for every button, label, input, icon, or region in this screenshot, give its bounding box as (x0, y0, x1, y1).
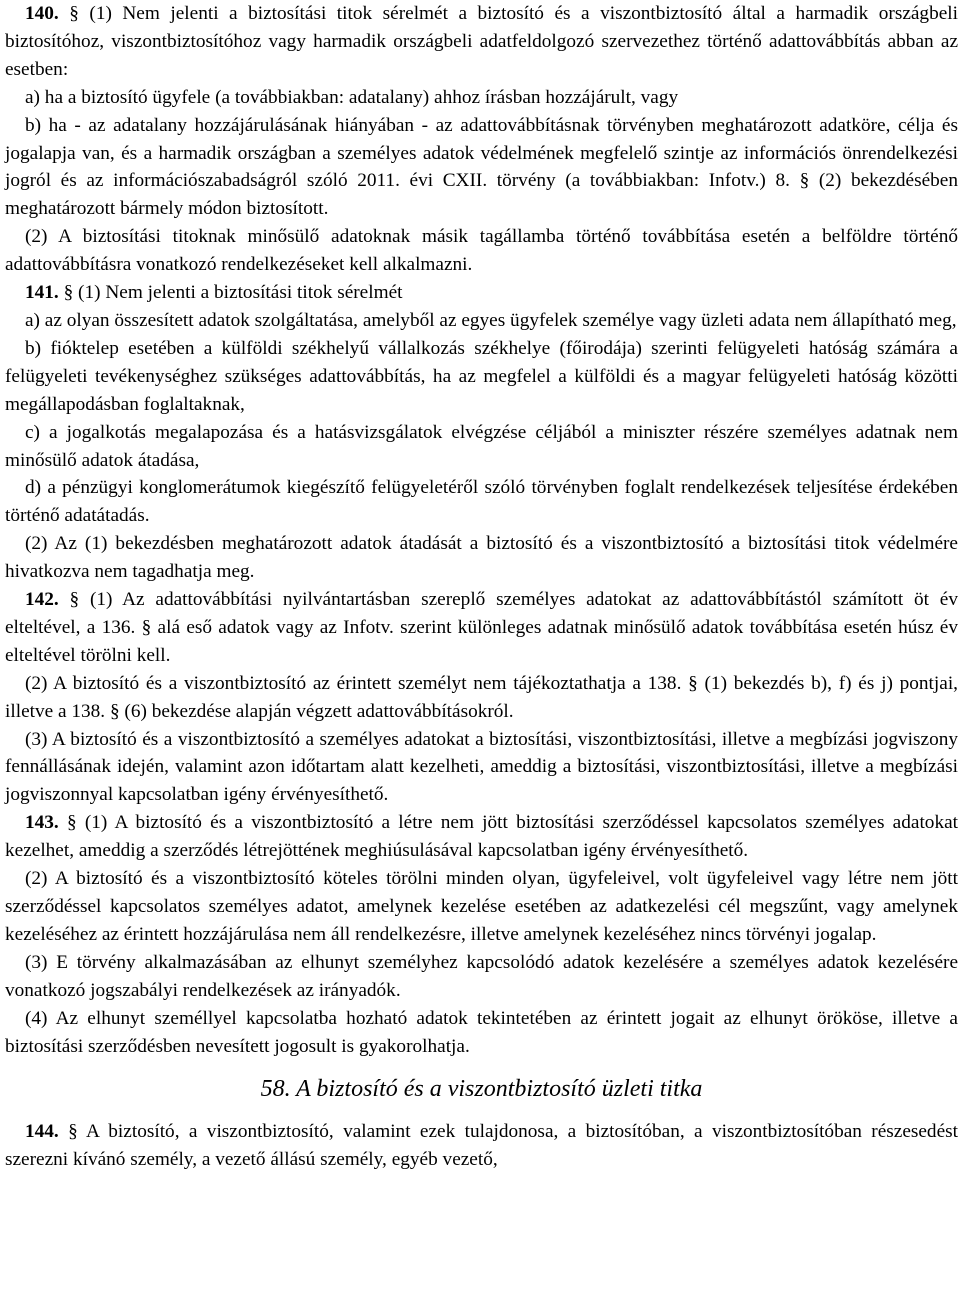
paragraph (5, 307, 958, 335)
paragraph (5, 223, 958, 279)
paragraph-144 (5, 1118, 958, 1174)
paragraph (5, 1005, 958, 1061)
paragraph-text: § (1) Nem jelenti a biztosítási titok sérelmét a biztosító és a viszontbiztosító által a harmadik országbeli biztosítóhoz, viszontbiztosítóhoz vagy harmadik országbeli adatfeldolgozó szervezethez történő adattovábbítás abban az esetben: (5, 3, 958, 80)
paragraph-text: a) ha a biztosító ügyfele (a továbbiakban: adatalany) ahhoz írásban hozzájárult, vagy (25, 86, 679, 108)
paragraph-text: (4) Az elhunyt személlyel kapcsolatba hozható adatok tekintetében az érintett jogait az elhunyt örököse, illetve a biztosítási szerződésben nevesített jogosult is gyakorolhatja. (5, 1007, 958, 1057)
paragraph (5, 419, 958, 475)
paragraph-text: (2) A biztosítási titoknak minősülő adatoknak másik tagállamba történő továbbítása esetén a belföldre történő adattovábbításra vonatkozó rendelkezéseket kell alkalmazni. (5, 226, 958, 276)
section-number: 144. (25, 1121, 59, 1143)
section-number: 142. (25, 589, 59, 611)
paragraph-text: § A biztosító, a viszontbiztosító, valamint ezek tulajdonosa, a biztosítóban, a viszontbiztosítóban részesedést szerezni kívánó személy, a vezető állású személy, egyéb vezető, (5, 1121, 958, 1171)
paragraph-text: (3) A biztosító és a viszontbiztosító a személyes adatokat a biztosítási, viszontbiztosítási, illetve a megbízási jogviszony fennállásának idején, valamint azon időtartam alatt kezelheti, ameddig a biztosítási, viszontbiztosítási, illetve a megbízási jogviszonnyal kapcsolatban igény érvényesíthető. (5, 728, 958, 806)
paragraph-text: d) a pénzügyi konglomerátumok kiegészítő felügyeletéről szóló törvényben foglalt rendelkezések teljesítése érdekében történő adatátadás. (5, 477, 958, 527)
paragraph (5, 586, 958, 670)
paragraph-list (5, 0, 958, 1060)
paragraph (5, 279, 958, 307)
paragraph-text: (2) A biztosító és a viszontbiztosító köteles törölni minden olyan, ügyfeleivel, volt ügyfeleivel vagy létre nem jött szerződéssel kapcsolatos személyes adatot, amelynek kezelése esetében az adatkezelési cél megszűnt, vagy amelynek kezeléséhez az érintett hozzájárulása nem áll rendelkezésre, illetve amelynek kezeléséhez nincs törvényi jogalap. (5, 868, 958, 945)
paragraph (5, 809, 958, 865)
paragraph (5, 726, 958, 810)
section-number: 140. (25, 3, 59, 24)
section-number: 141. (25, 282, 59, 304)
paragraph-text: § (1) Az adattovábbítási nyilvántartásban szereplő személyes adatokat az adattovábbítástól számított öt év elteltével, a 136. § alá eső adatok vagy az Infotv. szerint különleges adatnak minősülő adatok továbbítása esetén húsz év elteltével törölni kell. (5, 589, 958, 666)
paragraph-text: (2) A biztosító és a viszontbiztosító az érintett személyt nem tájékoztathatja a 138. § (1) bekezdés b), f) és j) pontjai, illetve a 138. § (6) bekezdése alapján végzett adattovábbításokról. (5, 672, 958, 722)
paragraph-text: (2) Az (1) bekezdésben meghatározott adatok átadását a biztosító és a viszontbiztosító a biztosítási titok védelmére hivatkozva nem tagadhatja meg. (5, 533, 958, 583)
paragraph (5, 112, 958, 224)
paragraph-text: (3) E törvény alkalmazásában az elhunyt személyhez kapcsolódó adatok kezelésére a személyes adatok kezelésére vonatkozó jogszabályi rendelkezések az irányadók. (5, 951, 958, 1001)
paragraph-text: a) az olyan összesített adatok szolgáltatása, amelyből az egyes ügyfelek személye vagy üzleti adata nem állapítható meg, (25, 309, 957, 331)
section-number: 143. (25, 812, 59, 834)
paragraph (5, 84, 958, 112)
paragraph (5, 474, 958, 530)
paragraph (5, 0, 958, 84)
paragraph (5, 335, 958, 419)
section-heading: 58. A biztosító és a viszontbiztosító üzleti titka (260, 1076, 703, 1103)
paragraph-text: § (1) A biztosító és a viszontbiztosító a létre nem jött biztosítási szerződéssel kapcsolatos személyes adatokat kezelhet, ameddig a szerződés létrejöttének meghiúsulásával kapcsolatban igény érvényesíthető. (5, 812, 958, 862)
document-page (5, 0, 958, 1174)
paragraph-text: c) a jogalkotás megalapozása és a hatásvizsgálatok elvégzése céljából a miniszter részére személyes adatnak nem minősülő adatok átadása, (5, 421, 958, 471)
paragraph-text: b) fióktelep esetében a külföldi székhelyű vállalkozás székhelye (főirodája) szerinti felügyeleti hatóság számára a felügyeleti tevékenységhez szükséges adattovábbítás, ha az megfelel a külföldi és a magyar felügyeleti hatóság közötti megállapodásban foglaltaknak, (5, 337, 958, 415)
paragraph (5, 530, 958, 586)
paragraph-text: § (1) Nem jelenti a biztosítási titok sérelmét (58, 282, 403, 304)
paragraph-text: b) ha - az adatalany hozzájárulásának hiányában - az adattovábbításnak törvényben meghatározott adatköre, célja és jogalapja van, és a harmadik országban a személyes adatok védelmének megfelelő szintje az információs önrendelkezési jogról és az információszabadságról szóló 2011. évi CXII. törvény (a továbbiakban: Infotv.) 8. § (2) bekezdésében meghatározott bármely módon biztosított. (5, 114, 958, 220)
paragraph (5, 949, 958, 1005)
paragraph (5, 670, 958, 726)
paragraph (5, 865, 958, 949)
